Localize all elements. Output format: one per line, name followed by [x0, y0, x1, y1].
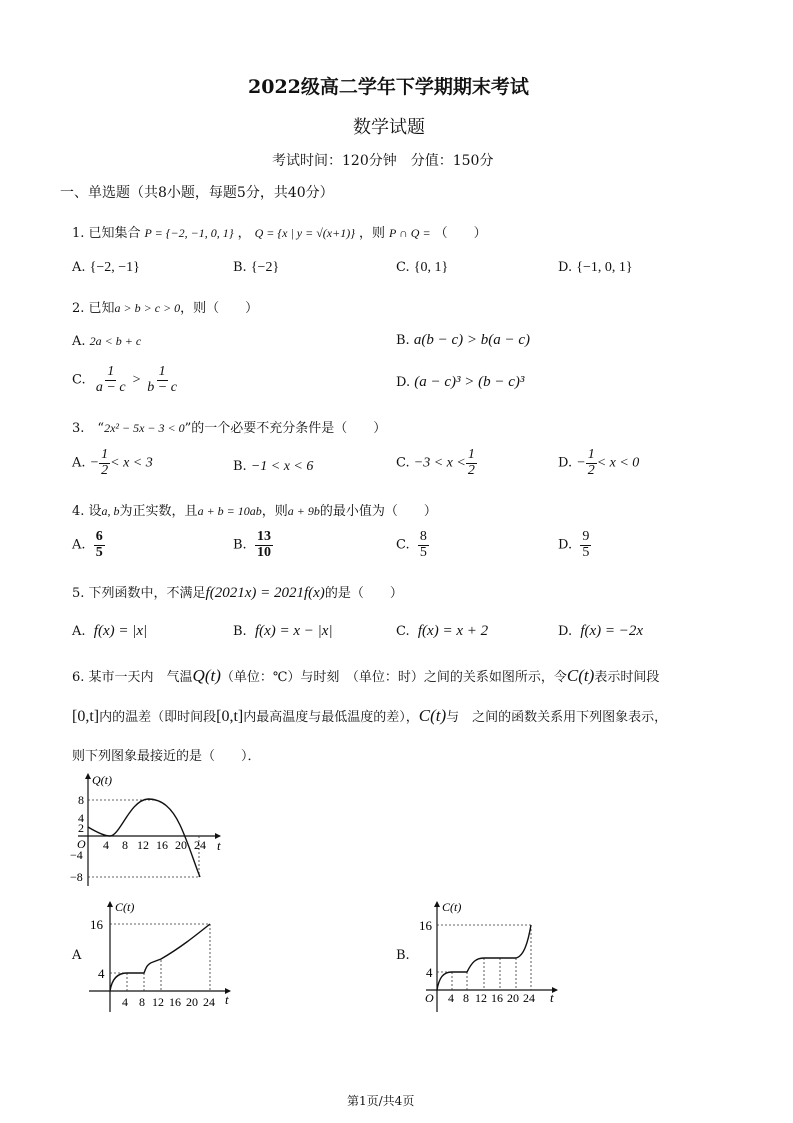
question-4	[72, 500, 437, 519]
section-heading: 一、单选题（共8小题，每题5分，共40分）	[60, 185, 334, 201]
q1-option-d	[558, 260, 633, 276]
option-label: C.	[396, 537, 410, 553]
q1-expr: P ∩ Q =	[389, 226, 431, 240]
numerator: 1	[467, 447, 475, 462]
q5-option-a	[72, 623, 147, 640]
fraction	[145, 365, 179, 395]
denominator: 5	[419, 544, 427, 560]
graph-a-xtick: 16	[169, 995, 181, 1009]
q6-text: 表示时间段	[594, 670, 660, 685]
option-label: D.	[558, 624, 573, 639]
graph-q-xtick: 8	[122, 838, 128, 852]
graph-a-ytick: 16	[90, 917, 103, 932]
q6-text: 内的温差（即时间段	[99, 710, 217, 725]
q3-stem: 3. “	[72, 421, 105, 436]
option-pre: −	[89, 455, 100, 471]
option-text: f(x) = x − |x|	[254, 623, 333, 639]
q4-stem-d: 的最小值为（ ）	[319, 504, 437, 519]
q4-stem-b: 为正实数，且	[119, 504, 198, 519]
question-1	[72, 222, 487, 241]
graph-a-xtick: 24	[203, 995, 215, 1009]
q3-option-c	[396, 448, 477, 478]
option-text: {0, 1}	[413, 260, 449, 275]
option-label: B.	[233, 459, 247, 474]
denominator: 2	[587, 462, 595, 478]
denominator: 10	[256, 544, 271, 560]
q4-option-b	[233, 530, 273, 560]
q3-stem-b: ”的一个必要不充分条件是（ ）	[184, 421, 387, 436]
option-label: C.	[396, 455, 410, 471]
graph-a-xtick: 8	[139, 995, 145, 1009]
graph-a-ylabel: C(t)	[115, 900, 135, 914]
q4-option-a	[72, 530, 105, 560]
page-subtitle: 数学试题	[353, 117, 425, 138]
graph-a-xtick: 12	[152, 995, 164, 1009]
denominator: b − c	[147, 379, 177, 395]
graph-b-xtick: 16	[491, 991, 503, 1005]
q1-option-a	[72, 260, 140, 276]
denominator: 2	[101, 462, 109, 478]
operator: >	[131, 372, 142, 388]
fraction	[255, 530, 273, 560]
q6-c-func: C(t)	[566, 666, 595, 685]
q4-target: a + 9b	[287, 504, 320, 518]
fraction	[586, 448, 597, 478]
option-label: D.	[558, 260, 573, 275]
graph-q-xtick: 24	[194, 838, 206, 852]
graph-b-xtick: 12	[475, 991, 487, 1005]
q6-text: 6. 某市一天内 气温	[72, 670, 193, 685]
graph-q-xlabel: t	[217, 838, 221, 853]
option-text: f(x) = −2x	[580, 623, 644, 639]
option-label: B.	[233, 260, 247, 275]
q2-option-b	[396, 332, 530, 349]
q2-condition: a > b > c > 0	[114, 301, 181, 315]
fraction	[466, 448, 477, 478]
option-label: A.	[72, 537, 86, 553]
numerator: 9	[582, 529, 590, 544]
graph-option-a	[85, 898, 235, 1014]
q4-option-c	[396, 530, 429, 560]
graph-q-xtick: 16	[156, 838, 168, 852]
graph-q-origin: O	[77, 837, 86, 851]
graph-q-xtick: 12	[137, 838, 149, 852]
q4-condition: a + b = 10ab	[197, 504, 262, 518]
question-2	[72, 297, 258, 316]
question-6-line-2	[72, 706, 667, 726]
q3-option-b	[233, 459, 313, 475]
option-label: D.	[558, 537, 573, 553]
option-label: C.	[396, 624, 410, 639]
q3-expr: 2x² − 5x − 3 < 0	[104, 421, 185, 435]
q3-option-a	[72, 448, 153, 478]
numerator: 1	[587, 447, 595, 462]
page-footer: 第1页/共4页	[347, 1094, 415, 1108]
q4-stem-c: ，则	[261, 504, 288, 519]
option-label: C.	[396, 260, 410, 275]
question-6-line-3: 则下列图象最接近的是（ ）．	[72, 749, 261, 764]
q5-option-c	[396, 623, 488, 640]
option-text: 2a < b + c	[89, 334, 142, 348]
q1-set-q: Q = {x | y = √(x+1)}	[254, 226, 355, 240]
option-pre: −	[576, 455, 586, 471]
q6-text: 内最高温度与最低温度的差），	[243, 710, 419, 725]
q2-option-c	[72, 365, 179, 395]
q2-option-d	[396, 374, 524, 391]
numerator: 8	[419, 529, 427, 544]
graph-b-ylabel: C(t)	[442, 900, 462, 914]
option-label: B.	[233, 624, 247, 639]
q5-expr: f(2021x) = 2021f(x)	[205, 585, 325, 601]
q3-option-d	[558, 448, 639, 478]
q6-q-func: Q(t)	[192, 666, 221, 685]
question-6-line-1	[72, 666, 659, 686]
option-label: D.	[396, 375, 411, 390]
q6-interval: [0,t]	[72, 708, 100, 725]
q1-paren: （ ）	[434, 226, 487, 241]
numerator: 1	[101, 447, 109, 462]
option-text: f(x) = x + 2	[417, 623, 489, 639]
q1-separator: ，	[237, 226, 251, 241]
q5-stem-b: 的是（ ）	[324, 586, 403, 601]
q1-option-b	[233, 260, 279, 276]
option-post: < x < 0	[596, 455, 640, 471]
graph-b-ytick: 16	[419, 918, 432, 933]
option-label: A.	[72, 260, 86, 275]
question-3	[72, 417, 386, 436]
graph-b-origin: O	[425, 991, 434, 1005]
option-text: f(x) = |x|	[93, 623, 148, 639]
option-text: {−2, −1}	[89, 260, 140, 275]
graph-q-ylabel: Q(t)	[92, 773, 112, 787]
q5-stem: 5. 下列函数中，不满足	[72, 586, 206, 601]
q6-option-b-label: B.	[396, 948, 410, 963]
graph-a-xlabel: t	[225, 992, 229, 1007]
graph-b-xtick: 4	[448, 991, 454, 1005]
graph-option-b	[412, 898, 562, 1014]
graph-b-xtick: 24	[523, 991, 535, 1005]
option-text: −1 < x < 6	[250, 459, 314, 474]
graph-a-guides	[110, 924, 210, 991]
option-label: D.	[558, 455, 573, 471]
denominator: 5	[582, 544, 590, 560]
graph-b-xtick: 8	[463, 991, 469, 1005]
q6-text: （单位：℃）与时刻 （单位：时）之间的关系如图所示，令	[220, 670, 567, 685]
graph-q-xtick: 20	[175, 838, 187, 852]
graph-b-xtick: 20	[507, 991, 519, 1005]
question-5	[72, 582, 403, 602]
q4-option-d	[558, 530, 591, 560]
option-text: {−2}	[250, 260, 280, 275]
graph-q-ytick: 4	[78, 811, 84, 825]
graph-q-ytick: 8	[78, 793, 84, 807]
fraction	[99, 448, 110, 478]
numerator: 1	[158, 364, 166, 379]
option-label: A.	[72, 455, 86, 471]
graph-q-ytick: −4	[70, 848, 83, 862]
q4-stem: 4. 设	[72, 504, 102, 519]
q5-option-b	[233, 623, 333, 640]
graph-b-curve	[437, 925, 531, 990]
fraction	[94, 365, 128, 395]
graph-a-curve	[110, 924, 210, 991]
denominator: a − c	[95, 379, 126, 395]
fraction	[418, 530, 429, 560]
graph-a-ytick: 4	[98, 966, 105, 981]
option-text: {−1, 0, 1}	[576, 260, 633, 275]
denominator: 5	[95, 544, 103, 560]
q1-option-c	[396, 260, 448, 276]
numerator: 6	[95, 529, 103, 544]
option-pre: −3 < x <	[413, 455, 466, 471]
q1-stem: 1. 已知集合	[72, 226, 141, 241]
q6-option-a-label: A	[72, 948, 82, 963]
q2-option-a	[72, 334, 141, 349]
q6-text: 与 之间的函数关系用下列图象表示，	[446, 710, 668, 725]
q6-c-func: C(t)	[418, 706, 447, 725]
graph-b-xlabel: t	[550, 990, 554, 1005]
page-title: 2022级高二学年下学期期末考试	[248, 76, 529, 98]
fraction	[94, 530, 105, 560]
q2-stem: 2. 已知	[72, 301, 115, 316]
denominator: 2	[467, 462, 475, 478]
numerator: 13	[256, 529, 271, 544]
graph-a-xtick: 4	[122, 995, 128, 1009]
graph-q	[60, 770, 230, 888]
option-text: a(b − c) > b(a − c)	[413, 332, 530, 348]
option-label: C.	[72, 372, 86, 388]
graph-b-ytick: 4	[426, 965, 433, 980]
exam-info: 考试时间：120分钟 分值：150分	[272, 153, 494, 169]
fraction	[580, 530, 591, 560]
q1-stem-b: ，则	[359, 226, 386, 241]
graph-a-xtick: 20	[186, 995, 198, 1009]
q4-vars: a, b	[101, 504, 120, 518]
q2-stem-b: ，则（ ）	[180, 301, 259, 316]
numerator: 1	[107, 364, 115, 379]
option-label: B.	[396, 333, 410, 348]
option-label: A.	[72, 334, 86, 349]
graph-q-ytick: −8	[70, 870, 83, 884]
option-label: B.	[233, 537, 247, 553]
q1-set-p: P = {−2, −1, 0, 1}	[144, 226, 234, 240]
option-text: (a − c)³ > (b − c)³	[414, 374, 525, 390]
q5-option-d	[558, 623, 643, 640]
option-label: A.	[72, 624, 86, 639]
graph-q-ytick: 2	[78, 821, 84, 835]
q6-interval: [0,t]	[216, 708, 244, 725]
graph-q-xtick: 4	[103, 838, 109, 852]
option-post: < x < 3	[110, 455, 153, 471]
